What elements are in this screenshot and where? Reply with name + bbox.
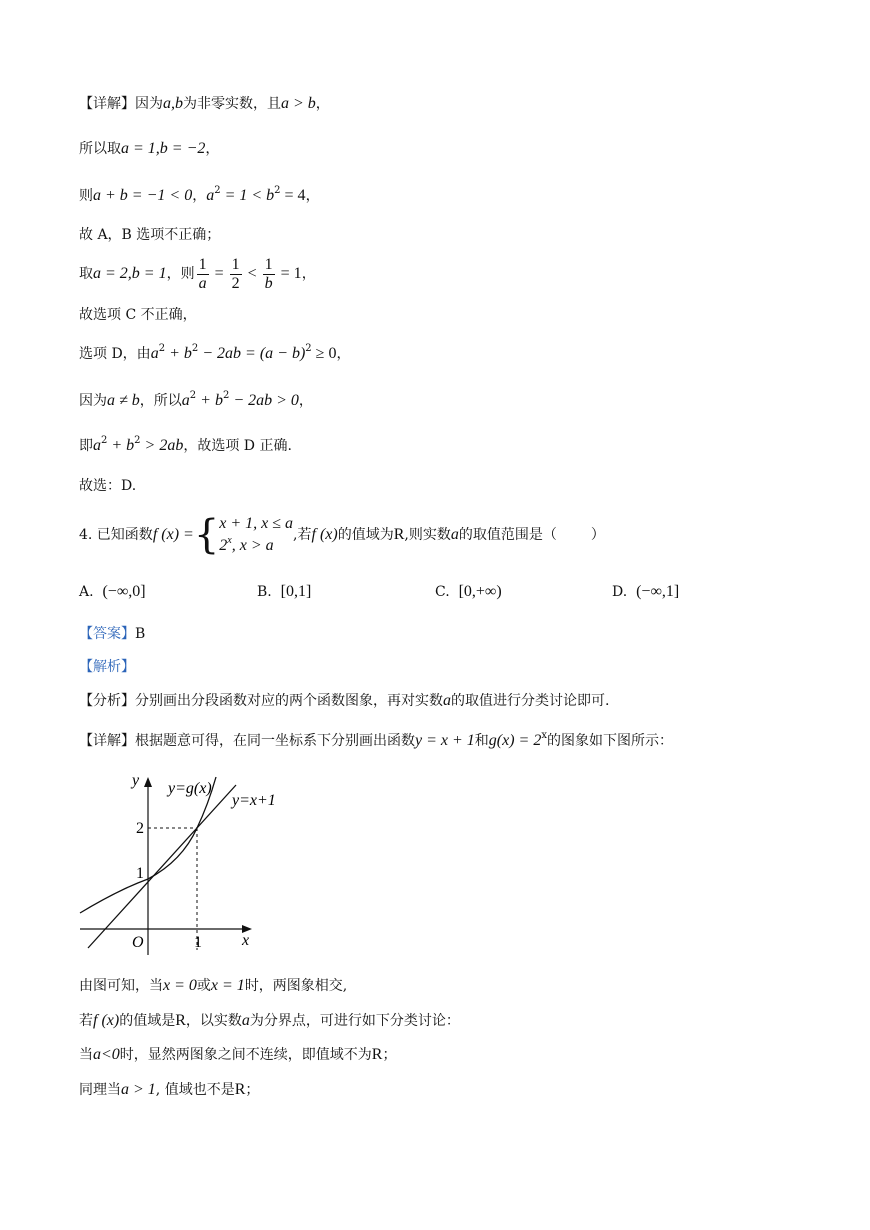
exponent: 2 [158,343,166,354]
text: ， [301,266,316,282]
analysis-label: 【分析】 [79,693,135,709]
analysis-tag: 【解析】 [79,659,135,675]
analysis-line [79,691,609,711]
math: a ≠ b [107,392,140,409]
y-axis-label: y [132,772,140,789]
text: ， [315,96,330,112]
text: 则 [79,188,93,204]
text: ，则 [166,266,195,282]
exponent: x [541,730,547,741]
text: ， [298,393,313,409]
exponent: 2 [222,390,230,401]
option-b[interactable] [257,583,311,601]
case-2 [219,535,293,557]
math: + b [165,345,192,362]
math: a > 1 [121,1081,156,1098]
math: 2 [219,537,228,554]
detail-line-6: 故选项 C 不正确， [79,307,197,323]
fraction [197,256,209,293]
math: x = 0 [163,977,197,994]
option-value: (−∞,1] [636,583,680,600]
option-c[interactable] [435,583,502,601]
text: ， [336,346,351,362]
denominator: 2 [231,274,240,292]
text: 或 [196,978,211,994]
text: 的值域为 [337,527,394,543]
text: ） [590,527,605,543]
text: ，所以 [139,393,182,409]
para-4 [79,1080,259,1100]
function-graph [70,765,290,965]
math: a = 2,b = 1 [93,265,167,282]
option-d[interactable] [612,583,679,601]
detail-line-2 [79,139,219,159]
text: ，以实数 [185,1013,242,1029]
numerator: 1 [231,255,240,273]
detail-line-7 [79,344,350,364]
option-label: C. [435,584,450,600]
denominator: a [198,274,207,292]
math: a = 1,b = −2 [121,140,206,157]
text: 时，显然两图象之间不连续，即值域不为 [119,1047,372,1063]
math: a [241,1012,250,1029]
exponent: x [227,535,232,546]
detail2-line [79,731,673,751]
numerator: 1 [198,255,207,273]
option-label: D. [612,584,628,600]
y-tick-1: 1 [136,865,144,882]
para-1 [79,976,347,996]
question-number: 4. 已知函数 [79,527,153,543]
text: ； [245,1082,260,1098]
text: ， [192,188,207,204]
curve-label: y=g(x) [168,780,212,797]
text: 的图象如下图所示： [547,733,673,749]
x-axis-label: x [242,932,250,949]
math: + b [196,392,223,409]
text: 为非零实数，且 [183,96,281,112]
detail-line-3 [79,186,320,206]
text: 选项 D，由 [79,346,151,362]
line-label: y=x+1 [232,792,276,809]
math: a [181,392,190,409]
math: a [93,437,101,454]
math: , x > a [231,537,274,554]
text: 的值域是 [119,1013,176,1029]
math: a [206,187,215,204]
text: ， [205,141,220,157]
math: R [393,526,405,543]
math: = 1 < b [220,187,275,204]
option-value: [0,1] [280,583,312,600]
math: − 2ab > 0 [229,392,299,409]
text: ； [382,1047,397,1063]
math: = 1 [276,265,302,282]
math: a [443,692,451,709]
math: f (x) [93,1012,120,1029]
math: f (x) [311,526,338,543]
detail-tag: 【详解】 [79,733,135,749]
text: ，故选项 D 正确. [183,438,292,454]
math: a + b = −1 < 0 [93,187,193,204]
answer-line [79,624,145,644]
option-value: [0,+∞) [458,583,502,600]
line-y-equals-x-plus-1 [88,785,236,948]
text: ,则实数 [404,527,451,543]
math: = 4 [280,187,306,204]
math: R [175,1012,186,1029]
text: , 值域也不是 [155,1082,235,1098]
exponent: 2 [189,390,197,401]
math: a,b [163,95,183,112]
text: 因为 [79,393,107,409]
math: a [150,345,159,362]
detail-line-4: 故 A，B 选项不正确； [79,227,221,243]
math: y = x + 1 [415,732,475,749]
text: 若 [79,1013,93,1029]
text: 分别画出分段函数对应的两个函数图象，再对实数 [135,693,443,709]
exponent: 2 [101,435,108,446]
math: f (x) = [152,526,194,543]
exponent: 2 [305,343,312,354]
exponent: 2 [191,343,199,354]
math: a<0 [93,1046,120,1063]
math: + b [107,437,135,454]
text: 因为 [135,96,163,112]
text: 同理当 [79,1082,121,1098]
denominator: b [264,274,273,292]
option-label: A. [79,584,94,600]
math: a [450,526,459,543]
y-axis-arrow [144,777,152,787]
math: > 2ab [140,437,184,454]
para-2 [79,1011,460,1031]
numerator: 1 [264,255,273,273]
text: 时，两图象相交, [244,978,348,994]
detail-line-9 [79,436,292,456]
text: 的取值范围是（ [458,527,557,543]
text: 即 [79,438,93,454]
option-label: B. [257,584,272,600]
origin-label: O [132,934,144,951]
para-3 [79,1045,396,1065]
detail-line-1 [79,94,330,114]
math: − 2ab = (a − b) [198,345,306,362]
brace: { [193,512,220,558]
math: g(x) = 2 [488,732,542,749]
x-tick-1: 1 [194,934,202,951]
math: R [371,1046,383,1063]
text: 当 [79,1047,93,1063]
piecewise-cases [219,513,293,557]
text: 所以取 [79,141,121,157]
answer-value: B [135,626,146,642]
math: ≥ 0 [311,345,337,362]
detail-tag: 【详解】 [79,96,135,112]
text: ,若 [293,527,312,543]
text: 为分界点，可进行如下分类讨论： [249,1013,460,1029]
y-tick-2: 2 [136,820,144,837]
option-a[interactable] [79,583,146,601]
question-4 [79,512,605,558]
exponent: 2 [214,185,221,196]
math: R [234,1081,246,1098]
text: 取 [79,266,93,282]
fraction [263,256,275,293]
math: = [210,265,228,282]
option-value: (−∞,0] [102,583,146,600]
math: < [243,265,261,282]
detail-line-5 [79,254,316,294]
exponent: 2 [134,435,141,446]
exponent: 2 [274,185,281,196]
text: 的取值进行分类讨论即可. [451,693,610,709]
fraction [230,256,242,293]
answer-tag: 【答案】 [79,626,135,642]
math: x = 1 [210,977,245,994]
text: 和 [474,733,489,749]
math: a > b [281,95,316,112]
text: ， [305,188,320,204]
text: 根据题意可得，在同一坐标系下分别画出函数 [135,733,415,749]
case-1: x + 1, x ≤ a [219,515,294,532]
detail-line-10: 故选：D. [79,478,137,494]
text: 由图可知，当 [79,978,163,994]
detail-line-8 [79,391,313,411]
